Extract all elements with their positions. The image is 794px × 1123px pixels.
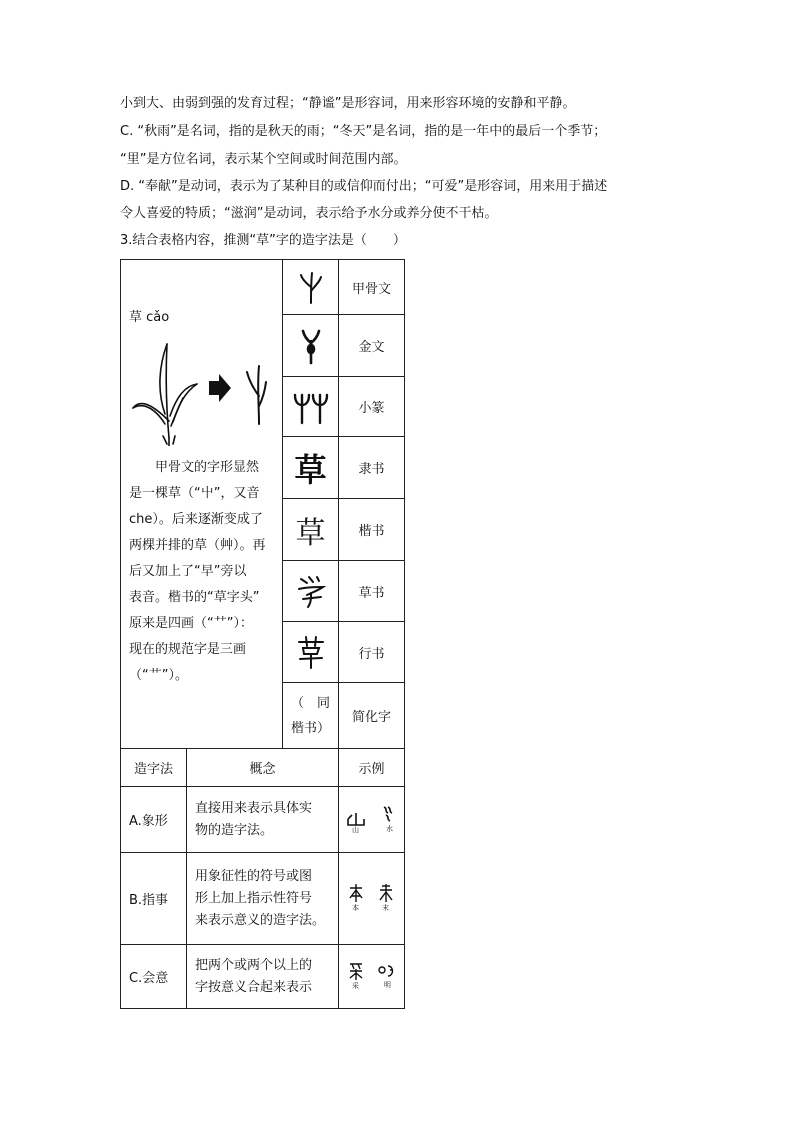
- desc-line: 甲骨文的字形显然: [155, 460, 260, 475]
- cao-description-cell: [121, 260, 283, 749]
- cursive-grass-icon: [295, 573, 327, 609]
- mountain-water-icon: [344, 803, 400, 833]
- example-b: [339, 853, 405, 945]
- arrow-right-icon: [209, 374, 231, 402]
- script-name: 金文: [339, 315, 405, 377]
- text-line-2: C. “秋雨”是名词，指的是秋天的雨；“冬天”是名词，指的是一年中的最后一个季节；: [120, 124, 607, 139]
- script-name: 楷书: [339, 499, 405, 561]
- question-3: 3.结合表格内容，推测“草”字的造字法是（ ）: [120, 233, 406, 248]
- text-line-5: 令人喜爱的特质；“滋润”是动词，表示给予水分或养分使不干枯。: [120, 206, 498, 221]
- text-line-4: D. “奉献”是动词，表示为了某种目的或信仰而付出；“可爱”是形容词，用来用于描述: [120, 179, 608, 194]
- concept-line: 字按意义合起来表示: [195, 979, 313, 995]
- desc-line: 后又加上了“早”旁以: [129, 564, 247, 579]
- same-line: 楷书）: [290, 720, 330, 736]
- concept-b: [187, 853, 339, 945]
- header-concept: 概念: [187, 749, 339, 787]
- concept-line: 物的造字法。: [195, 822, 274, 838]
- header-example: 示例: [339, 749, 405, 787]
- oracle-bone-glyph: [283, 260, 339, 315]
- running-glyph: [283, 622, 339, 683]
- desc-line: （“艹”）。: [129, 668, 188, 683]
- example-char: 末: [381, 903, 389, 912]
- small-seal-glyph: [283, 377, 339, 437]
- bronze-grass-icon: [296, 327, 326, 365]
- desc-line: 是一棵草（“屮”，又音: [129, 486, 260, 501]
- formation-method-table: [120, 748, 405, 1009]
- example-char: 水: [385, 824, 393, 833]
- same-line: （ 同: [290, 695, 330, 711]
- script-name: 小篆: [339, 377, 405, 437]
- regular-glyph: 草: [283, 499, 339, 561]
- grass-illustration: [129, 336, 269, 450]
- running-grass-icon: [295, 634, 327, 670]
- concept-a: [187, 787, 339, 853]
- concept-c: [187, 945, 339, 1009]
- example-c: [339, 945, 405, 1009]
- script-name: 甲骨文: [339, 260, 405, 315]
- desc-line: 原来是四画（“⺿”）：: [129, 616, 253, 631]
- script-name: 简化字: [339, 683, 405, 749]
- cao-description: [129, 455, 279, 689]
- example-char: 采: [351, 981, 359, 990]
- concept-line: 用象征性的符号或图: [195, 868, 313, 884]
- example-char: 山: [351, 825, 359, 833]
- concept-line: 把两个或两个以上的: [195, 957, 313, 973]
- desc-line: 现在的规范字是三画: [129, 642, 247, 657]
- bronze-glyph: [283, 315, 339, 377]
- script-name: 草书: [339, 561, 405, 622]
- same-as-kaishu: [283, 683, 339, 749]
- script-name: 行书: [339, 622, 405, 683]
- clerical-glyph: 草: [283, 437, 339, 499]
- script-name: 隶书: [339, 437, 405, 499]
- text-line-3: “里”是方位名词，表示某个空间或时间范围内部。: [120, 152, 407, 167]
- cao-title: 草 cǎo: [129, 310, 170, 325]
- example-a: [339, 787, 405, 853]
- example-char: 明: [383, 980, 391, 989]
- concept-line: 来表示意义的造字法。: [195, 912, 326, 928]
- example-char: 本: [351, 903, 359, 912]
- method-a: A.象形: [121, 787, 187, 853]
- script-evolution-table: [120, 259, 405, 749]
- cursive-glyph: [283, 561, 339, 622]
- cai-ming-icon: [344, 960, 400, 990]
- method-c: C.会意: [121, 945, 187, 1009]
- concept-line: 直接用来表示具体实: [195, 800, 313, 816]
- desc-line: 两棵并排的草（艸）。再: [129, 538, 266, 553]
- grass-plant-icon: [129, 336, 269, 446]
- header-method: 造字法: [121, 749, 187, 787]
- desc-line: 表音。楷书的“草字头”: [129, 590, 260, 605]
- desc-line: che）。后来逐渐变成了: [129, 512, 263, 527]
- seal-grass-icon: [291, 389, 331, 425]
- text-line-1: 小到大、由弱到强的发育过程；“静谧”是形容词，用来形容环境的安静和平静。: [120, 96, 576, 111]
- concept-line: 形上加上指示性符号: [195, 890, 313, 906]
- method-b: B.指事: [121, 853, 187, 945]
- oracle-grass-icon: [296, 269, 326, 305]
- ben-mo-icon: [344, 882, 400, 912]
